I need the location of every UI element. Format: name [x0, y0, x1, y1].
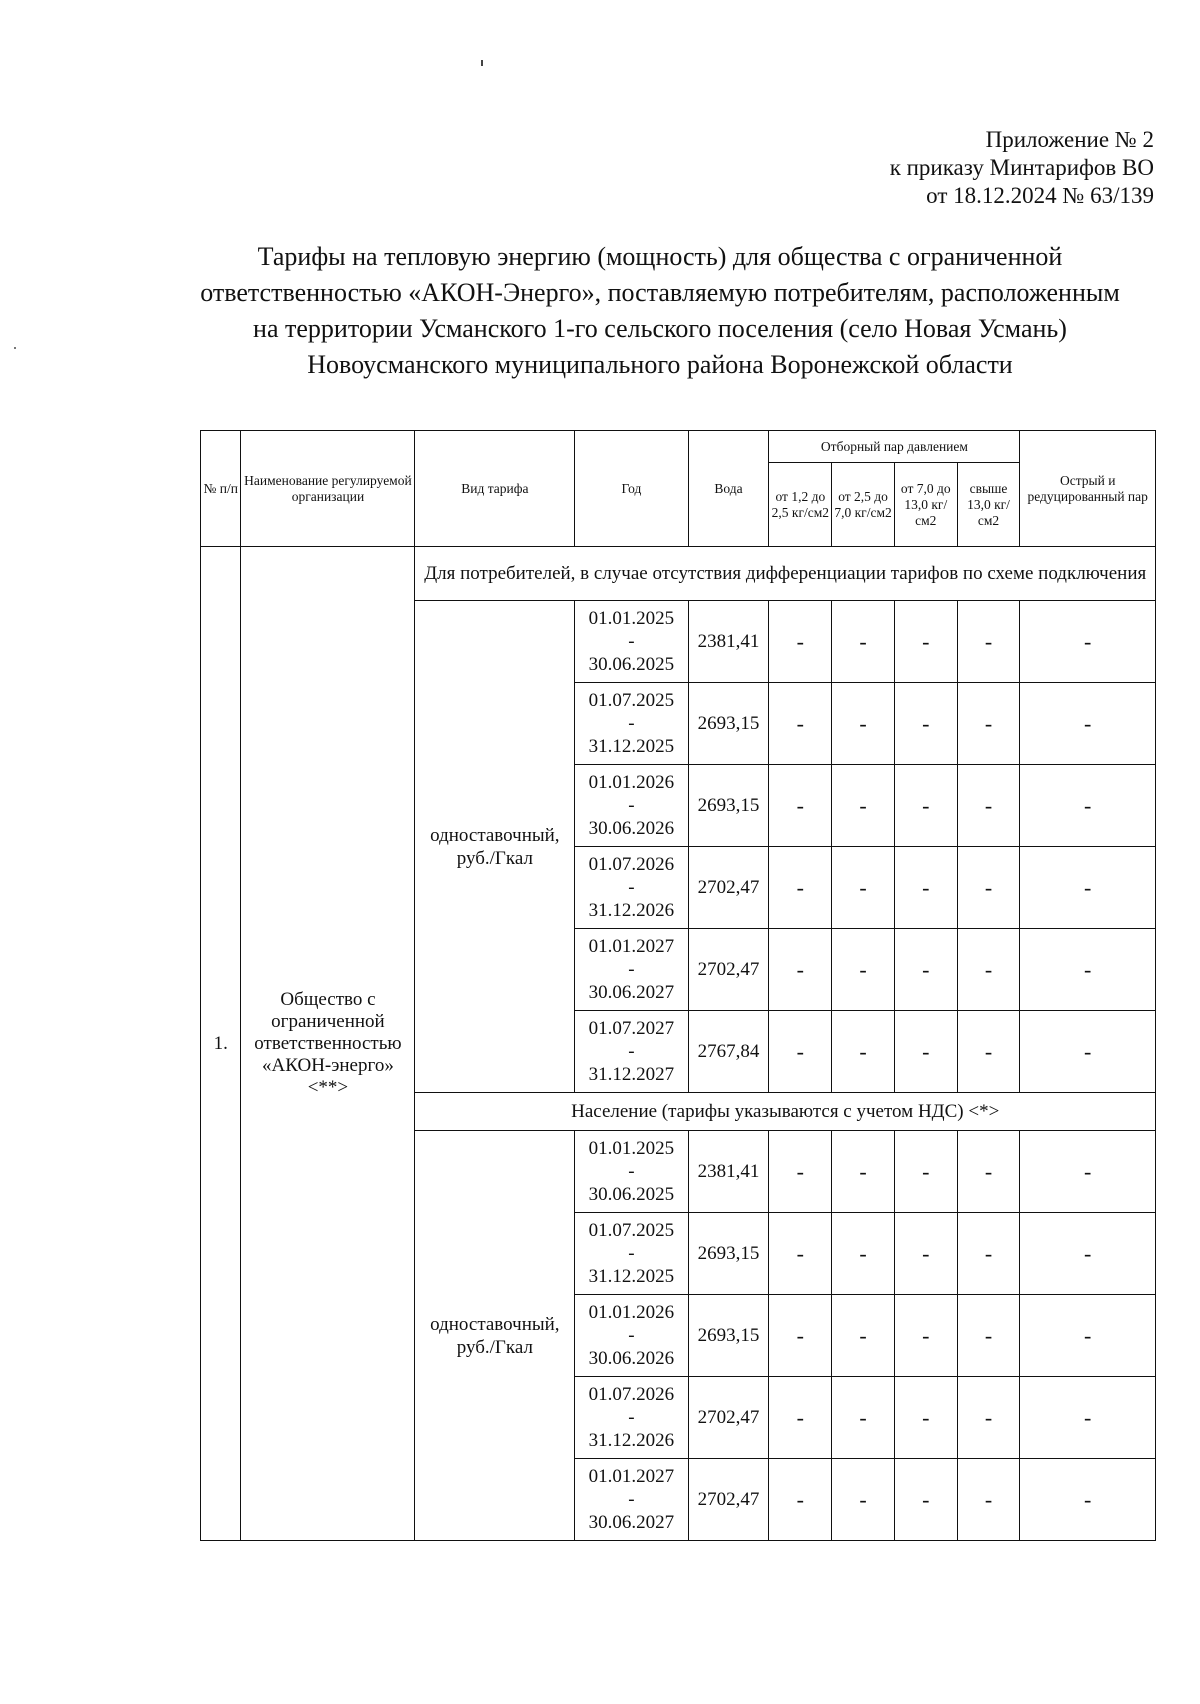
period-sep: - — [628, 1161, 635, 1182]
steam-4-value: - — [957, 847, 1020, 929]
header-steam-1: от 1,2 до 2,5 кг/см2 — [769, 463, 832, 547]
steam-3-value: - — [894, 847, 957, 929]
header-steam-3: от 7,0 до 13,0 кг/см2 — [894, 463, 957, 547]
header-year: Год — [575, 431, 688, 547]
steam-2-value: - — [832, 1213, 895, 1295]
period-from: 01.01.2026 — [588, 772, 675, 793]
steam-4-value: - — [957, 1295, 1020, 1377]
steam-1-value: - — [769, 683, 832, 765]
steam-2-value: - — [832, 683, 895, 765]
period-cell — [575, 1213, 688, 1295]
steam-4-value: - — [957, 765, 1020, 847]
steam-1-value: - — [769, 601, 832, 683]
water-value: 2693,15 — [688, 683, 769, 765]
period-to: 31.12.2027 — [588, 1064, 675, 1085]
steam-4-value: - — [957, 1377, 1020, 1459]
row-number: 1. — [201, 547, 241, 1541]
period-sep: - — [628, 1325, 635, 1346]
steam-4-value: - — [957, 1459, 1020, 1541]
period-cell — [575, 601, 688, 683]
steam-2-value: - — [832, 1011, 895, 1093]
water-value: 2693,15 — [688, 1213, 769, 1295]
period-sep: - — [628, 877, 635, 898]
period-sep: - — [628, 959, 635, 980]
sharp-steam-value: - — [1020, 1377, 1156, 1459]
steam-3-value: - — [894, 1295, 957, 1377]
water-value: 2702,47 — [688, 847, 769, 929]
tariff-type: одноставочный, руб./Гкал — [415, 601, 575, 1093]
period-cell — [575, 765, 688, 847]
sharp-steam-value: - — [1020, 1011, 1156, 1093]
period-cell — [575, 1131, 688, 1213]
header-water: Вода — [688, 431, 769, 547]
period-from: 01.01.2025 — [588, 608, 675, 629]
section-row — [201, 547, 1156, 601]
steam-2-value: - — [832, 929, 895, 1011]
steam-2-value: - — [832, 1459, 895, 1541]
steam-1-value: - — [769, 1131, 832, 1213]
steam-3-value: - — [894, 683, 957, 765]
water-value: 2693,15 — [688, 1295, 769, 1377]
water-value: 2702,47 — [688, 1377, 769, 1459]
steam-1-value: - — [769, 1459, 832, 1541]
section-title: Население (тарифы указываются с учетом НДС) <*> — [415, 1093, 1156, 1131]
tariff-table — [200, 430, 1156, 1541]
header-steam-4: свыше 13,0 кг/см2 — [957, 463, 1020, 547]
period-sep: - — [628, 713, 635, 734]
period-sep: - — [628, 631, 635, 652]
sharp-steam-value: - — [1020, 929, 1156, 1011]
appendix-line-2: к приказу Минтарифов ВО — [889, 155, 1154, 180]
period-cell — [575, 1011, 688, 1093]
steam-3-value: - — [894, 1377, 957, 1459]
appendix-block — [890, 126, 1154, 210]
header-num: № п/п — [201, 431, 241, 547]
period-from: 01.01.2025 — [588, 1138, 675, 1159]
steam-3-value: - — [894, 1213, 957, 1295]
period-from: 01.07.2026 — [588, 854, 675, 875]
period-sep: - — [628, 1489, 635, 1510]
sharp-steam-value: - — [1020, 1131, 1156, 1213]
steam-3-value: - — [894, 1459, 957, 1541]
period-from: 01.07.2027 — [588, 1018, 675, 1039]
header-org: Наименование регулируемой организации — [241, 431, 415, 547]
steam-3-value: - — [894, 1011, 957, 1093]
period-to: 30.06.2027 — [588, 1512, 675, 1533]
steam-1-value: - — [769, 847, 832, 929]
period-to: 30.06.2025 — [588, 1184, 675, 1205]
steam-3-value: - — [894, 765, 957, 847]
period-to: 30.06.2026 — [588, 1348, 675, 1369]
period-to: 31.12.2025 — [588, 1266, 675, 1287]
period-sep: - — [628, 1243, 635, 1264]
header-sharp-steam: Острый и редуцированный пар — [1020, 431, 1156, 547]
period-to: 31.12.2025 — [588, 736, 675, 757]
steam-4-value: - — [957, 601, 1020, 683]
header-steam-group: Отборный пар давлением — [769, 431, 1020, 463]
steam-4-value: - — [957, 1131, 1020, 1213]
steam-2-value: - — [832, 1377, 895, 1459]
steam-4-value: - — [957, 929, 1020, 1011]
section-title: Для потребителей, в случае отсутствия дифференциации тарифов по схеме подключения — [415, 547, 1156, 601]
period-from: 01.07.2025 — [588, 1220, 675, 1241]
period-to: 31.12.2026 — [588, 900, 675, 921]
period-cell — [575, 1459, 688, 1541]
scan-speck — [14, 347, 16, 349]
water-value: 2381,41 — [688, 1131, 769, 1213]
period-sep: - — [628, 1407, 635, 1428]
appendix-line-1: Приложение № 2 — [985, 127, 1154, 152]
sharp-steam-value: - — [1020, 1295, 1156, 1377]
period-from: 01.07.2025 — [588, 690, 675, 711]
steam-2-value: - — [832, 1295, 895, 1377]
sharp-steam-value: - — [1020, 1459, 1156, 1541]
water-value: 2693,15 — [688, 765, 769, 847]
steam-1-value: - — [769, 1011, 832, 1093]
water-value: 2767,84 — [688, 1011, 769, 1093]
period-cell — [575, 1377, 688, 1459]
water-value: 2702,47 — [688, 929, 769, 1011]
period-sep: - — [628, 795, 635, 816]
period-from: 01.01.2026 — [588, 1302, 675, 1323]
period-sep: - — [628, 1041, 635, 1062]
steam-1-value: - — [769, 765, 832, 847]
steam-4-value: - — [957, 683, 1020, 765]
header-tariff-type: Вид тарифа — [415, 431, 575, 547]
sharp-steam-value: - — [1020, 601, 1156, 683]
period-cell — [575, 683, 688, 765]
period-cell — [575, 929, 688, 1011]
sharp-steam-value: - — [1020, 1213, 1156, 1295]
steam-1-value: - — [769, 1213, 832, 1295]
period-to: 31.12.2026 — [588, 1430, 675, 1451]
tariff-type: одноставочный, руб./Гкал — [415, 1131, 575, 1541]
water-value: 2381,41 — [688, 601, 769, 683]
steam-2-value: - — [832, 601, 895, 683]
steam-2-value: - — [832, 847, 895, 929]
period-cell — [575, 1295, 688, 1377]
sharp-steam-value: - — [1020, 847, 1156, 929]
steam-2-value: - — [832, 1131, 895, 1213]
document-title: Тарифы на тепловую энергию (мощность) для общества с ограниченной ответственностью «АКОН-Энерго», поставляемую потребителям, расположенным на территории Усманского 1-го сельского поселения (село Новая Усмань) Новоусманского муниципального района Воронежской области — [200, 242, 1120, 379]
steam-3-value: - — [894, 1131, 957, 1213]
steam-3-value: - — [894, 929, 957, 1011]
steam-1-value: - — [769, 929, 832, 1011]
appendix-line-3: от 18.12.2024 № 63/139 — [926, 183, 1154, 208]
steam-1-value: - — [769, 1377, 832, 1459]
period-from: 01.01.2027 — [588, 936, 675, 957]
steam-4-value: - — [957, 1011, 1020, 1093]
steam-2-value: - — [832, 765, 895, 847]
period-to: 30.06.2026 — [588, 818, 675, 839]
period-from: 01.01.2027 — [588, 1466, 675, 1487]
period-to: 30.06.2025 — [588, 654, 675, 675]
period-to: 30.06.2027 — [588, 982, 675, 1003]
period-from: 01.07.2026 — [588, 1384, 675, 1405]
period-cell — [575, 847, 688, 929]
steam-4-value: - — [957, 1213, 1020, 1295]
scan-speck — [481, 60, 483, 66]
organization-name: Общество с ограниченной ответственностью «АКОН-энерго» <**> — [241, 547, 415, 1541]
water-value: 2702,47 — [688, 1459, 769, 1541]
header-steam-2: от 2,5 до 7,0 кг/см2 — [832, 463, 895, 547]
steam-1-value: - — [769, 1295, 832, 1377]
sharp-steam-value: - — [1020, 683, 1156, 765]
table-body — [201, 547, 1156, 1541]
steam-3-value: - — [894, 601, 957, 683]
sharp-steam-value: - — [1020, 765, 1156, 847]
